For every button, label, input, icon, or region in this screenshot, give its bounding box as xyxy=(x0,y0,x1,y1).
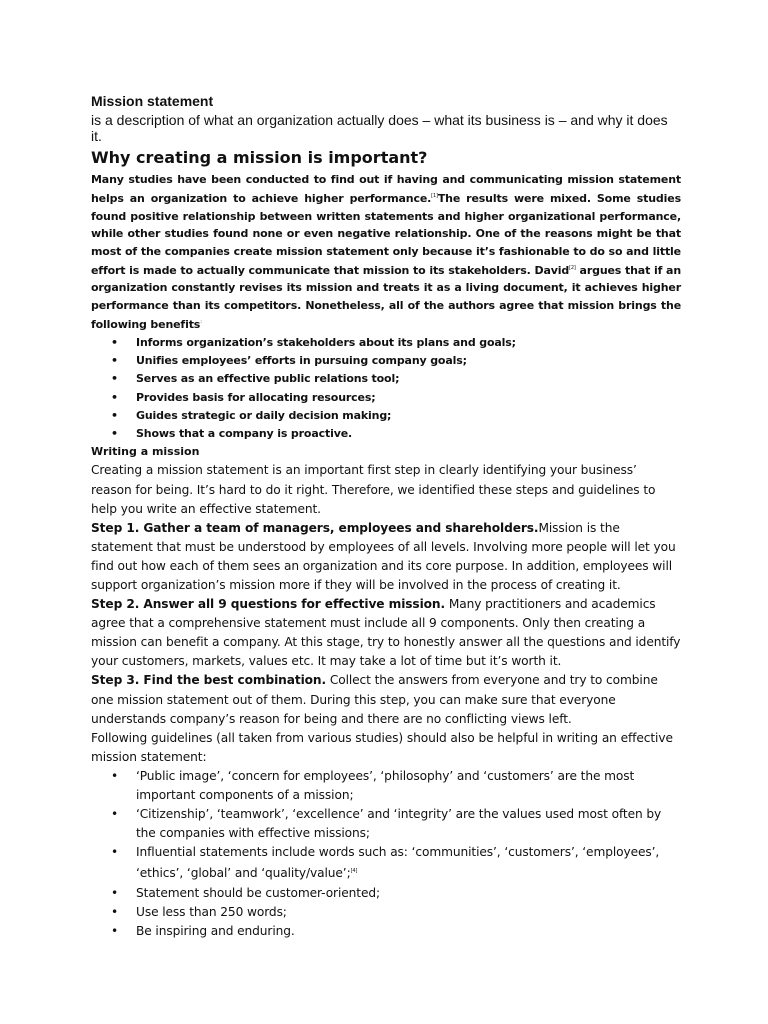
step-2 xyxy=(91,595,681,671)
writing-intro: Creating a mission statement is an important first step in clearly identifying your business’ reason for being. It’s hard to do it right. Therefore, we identified these steps and guidelines to help you write an effective statement. xyxy=(91,463,656,516)
step-1-text: Mission is the statement that must be understood by employees of all levels. Involving more people will let you find out how each of them sees an organization and its core purpose. In addition, employees will support organization’s mission more if they will be involved in the process of creating it. xyxy=(91,520,676,592)
step-2-title: Step 2. Answer all 9 questions for effective mission. xyxy=(91,597,446,612)
why-text-part3: argues that if an organization constantly revises its mission and treats it as a living document, it achieves higher performance than its competitors. Nonetheless, all of the authors agree that mission brings the following benefits xyxy=(91,264,682,332)
guidelines-list xyxy=(91,767,681,941)
step-3 xyxy=(91,671,681,728)
guideline-text: Influential statements include words such as: ‘communities’, ‘customers’, ‘employees’, ‘ethics’, ‘global’ and ‘quality/value’; xyxy=(136,845,660,881)
step-2-text: Many practitioners and academics agree that a comprehensive statement must include all 9 components. Only then creating a mission can benefit a company. At this stage, try to honestly answer all the questions and identify your customers, markets, values etc. It may take a lot of time but it’s worth it. xyxy=(91,597,681,669)
footnote-ref-2[interactable]: [2] xyxy=(569,265,576,272)
guidelines-intro: Following guidelines (all taken from various studies) should also be helpful in writing an effective mission statement: xyxy=(91,730,673,764)
step-1-title: Step 1. Gather a team of managers, employees and shareholders. xyxy=(91,520,539,535)
list-item: • Guides strategic or daily decision making; xyxy=(91,407,681,425)
why-text-part1: Many studies have been conducted to find out if having and communicating mission statement helps an organization to achieve higher performance. xyxy=(91,173,681,206)
document-content xyxy=(91,92,681,941)
benefits-list xyxy=(91,334,681,444)
list-item: • Shows that a company is proactive. xyxy=(91,425,681,443)
list-item: • ‘Public image’, ‘concern for employees’, ‘philosophy’ and ‘customers’ are the most important components of a mission; xyxy=(91,767,681,805)
step-1 xyxy=(91,519,681,595)
list-item xyxy=(91,843,681,883)
list-item: • ‘Citizenship’, ‘teamwork’, ‘excellence’ and ‘integrity’ are the values used most often by the companies with effective missions; xyxy=(91,805,681,843)
why-mission-heading: Why creating a mission is important? xyxy=(91,148,428,167)
list-item: • Be inspiring and enduring. xyxy=(91,922,681,941)
list-item: • Informs organization’s stakeholders about its plans and goals; xyxy=(91,334,681,352)
step-3-title: Step 3. Find the best combination. xyxy=(91,673,327,688)
why-paragraph xyxy=(91,171,681,334)
why-text-part2: The results were mixed. Some studies found positive relationship between written statements and higher organizational performance, while other studies found none or even negative relationship. One of the reasons might be that most of the companies create mission statement only because it’s fashionable to do so and little effort is made to actually communicate that mission to its stakeholders. David xyxy=(91,192,681,278)
list-item: • Provides basis for allocating resources; xyxy=(91,389,681,407)
mission-statement-heading: Mission statement xyxy=(91,93,214,109)
list-item: • Serves as an effective public relations tool; xyxy=(91,370,681,388)
step-3-text: Collect the answers from everyone and try to combine one mission statement out of them. During this step, you can make sure that everyone understands company’s reason for being and there are no conflicting views left. xyxy=(91,673,658,726)
list-item: • Unifies employees’ efforts in pursuing company goals; xyxy=(91,352,681,370)
list-item: • Use less than 250 words; xyxy=(91,903,681,922)
list-item: • Statement should be customer-oriented; xyxy=(91,884,681,903)
mission-definition: is a description of what an organization actually does – what its business is – and why it does it. xyxy=(91,112,668,144)
writing-mission-heading: Writing a mission xyxy=(91,445,200,459)
why-text-colon: : xyxy=(200,319,202,326)
footnote-ref-1[interactable]: [1] xyxy=(431,193,438,200)
footnote-ref-4[interactable]: [4] xyxy=(350,868,358,875)
